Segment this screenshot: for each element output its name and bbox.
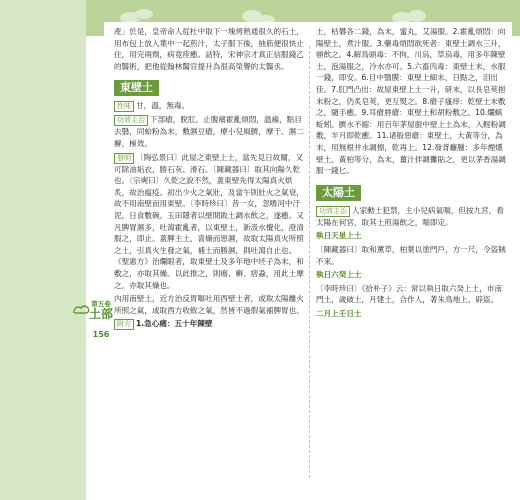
gongxiao-tag: 功效主治 [114, 115, 148, 126]
page-number: 156 [92, 330, 110, 339]
taiyang-gongxiao-text: 人家動土犯禁，主小兒病氣喘，但按九宮，看太陽在何宮，取其土煎湯飲之，喘即定。 [316, 205, 504, 227]
taiyang-gongxiao-paragraph [316, 205, 506, 229]
fahui-text: 〔陶弘景曰〕此屋之東壁上土，當先見日故爾，又可除油垢衣，勝石灰、滑石。〔陳藏器曰〕取其向陽久乾也。〔宗奭曰〕久乾之說不然，蓋東壁先得太陽真火烘炙，故治瘟疫。初出少火之氣壯，及當午則壯火之氣衰，故不用南壁而用東壁。〔李時珍曰〕昔一女，忽嗜河中汙泥，日食數碗。玉田隱者以壁間敗土調水飲之，遂癒。又凡脾胃濕多，吐瀉霍亂者，以東壁土，新汲水攪化，澄清服之，即止。蓋脾主土，喜燥而惡濕，故取太陽真火所照之土，引真火生發之氣，補土而勝濕，則吐瀉自止也。《聖惠方》治爛眼者，取東壁土及多年地中坯子為末，和敷之，亦取其燥。以此推之，則瘍、癬、痞蝨，用此土摩之，亦取其燥也。 [114, 152, 304, 290]
part-label: 土部 [88, 307, 113, 321]
section-title-taiyangtu: 太陽土 [316, 185, 361, 201]
subheading-3: 二月上壬日土 [316, 308, 362, 318]
chapter-tab [86, 300, 116, 321]
subheading-2-text: 〔李時珍曰〕《拾朴子》云：常以執日取六癸上土，市南門土，歲破土，月建土，合作人，著朱鳥地上，辟盜。 [316, 283, 503, 305]
section-title-dongbitu: 東壁土 [114, 80, 159, 96]
subheading-1-text: 〔陳藏器曰〕取和薰草，柏葉以塗門戶，方一尺，令盜賊不來。 [316, 244, 506, 266]
fahui-paragraph [114, 152, 304, 292]
taiyang-gongxiao-tag: 功效主治 [316, 206, 350, 217]
gongxiao-paragraph [114, 114, 304, 149]
left-column [114, 26, 304, 332]
cloud-icon [72, 303, 90, 315]
xingwei-text: 甘，溫，無毒。 [136, 101, 190, 111]
column-separator [309, 46, 310, 478]
volume-label: 第五卷 [91, 300, 111, 308]
subheading-2: 執日六癸上土 [316, 270, 362, 280]
fahui-paragraph-2: 內用南壁土，近方治反胃嘔吐用西壁土者，或取太陽離火所照之氣，或取西方收斂之氣，然皆不過假氣補脾胃也。 [114, 294, 304, 315]
right-column [316, 26, 506, 321]
fufang-text: 1.急心痛：五十年陳壁 [136, 319, 213, 329]
gongxiao-text: 下部瘡，脫肛。止腹痛霍亂煩悶，溫瘧，點目去翳，同蛤粉為末，敷濕豆瘡，療小兒風臍，摩干、濕二癬，極效。 [114, 115, 304, 148]
fufang-continuation: 土，枯礬各二錢，為末，蜜丸，艾湯服。2.霍亂煩悶：向陽壁土，煮汁服。3.藥毒煩悶欲死者：東壁土調水三升，頓飲之。4.解鳥頭毒：不拘，川烏，草烏毒，用多年陳壁土，泡湯服之，冷水亦可。5.六畜肉毒：東壁土末，水服一錢，即安。6.目中翳膜：東壁上細末，日點之，泪出佳。7.肛門凸出：故屋東壁上土一升，研末，以長皂莢挹末粉之，仍炙皂莢，更互熨之。8.瘡子瘙痒：乾壁土末敷之，隨手癒。9.耳瘡唇瘡：東壁土和胡粉敷之。10.爛蜞蚯蚓。臍水不縮：用百年茅屋廚中壁上土為末，入輕粉調敷，半月即乾癒。11.诸般惡瘡：東壁土，大黃等分，為末，用無根井水調擦，乾再上。12.發背癰腫：多年煙燻壁土、黃柏等分，為末，薑汁拌調攤貼之，更以茅香湯調服一錢匕。 [316, 27, 506, 176]
left-side-band [0, 0, 86, 500]
fufang-tag: 附方 [114, 319, 134, 330]
fahui-tag: 發明 [114, 153, 134, 164]
intro-paragraph: 產」於是，皇帝命人從杜中取下一塊烤熟通很久的石土，用布包上放入葉中一起煎汁，太子服下後，抽筋便很快止住，用完兩劑，病竟痊癒。話特，宋神宗才真正信服錢乙的醫術，把他從翰林醫官提升為很高榮譽的太醫丞。 [114, 27, 304, 71]
xingwei-paragraph [114, 100, 304, 112]
subheading-1: 執日天星上土 [316, 231, 362, 241]
fufang-paragraph [114, 318, 304, 330]
xingwei-tag: 性味 [114, 101, 134, 112]
